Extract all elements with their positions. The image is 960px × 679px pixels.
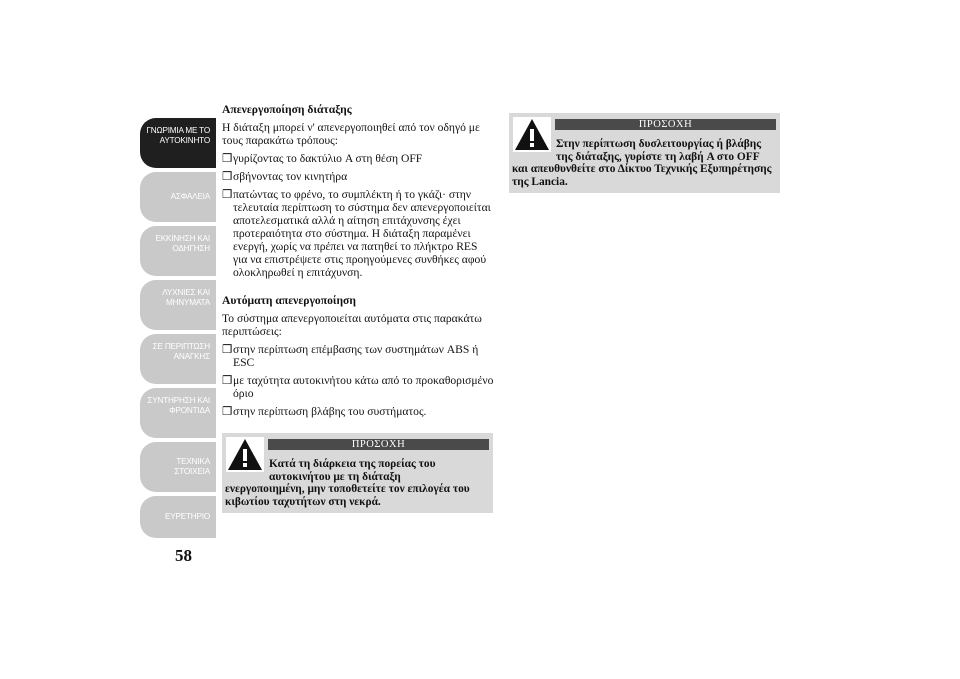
list-item-text: γυρίζοντας το δακτύλιο A στη θέση OFF: [233, 152, 423, 165]
tab-maintenance[interactable]: ΣΥΝΤΗΡΗΣΗ ΚΑΙ ΦΡΟΝΤΙΔΑ: [140, 388, 216, 438]
warning-line: Κατά τη διάρκεια της πορείας του: [269, 458, 436, 470]
list-item-text: πατώντας το φρένο, το συμπλέκτη ή το γκάζι· στην τελευταία περίπτωση το σύστημα δεν απενεργοποιείται αποτελεσματικά αλλά η αίτηση επιτάχυνσης έχει προτεραιότητα στο σύστημα. Η διάταξη παραμένει ενεργή, χωρίς να πρέπει να πατηθεί το πλήκτρο RES για να επιστρέψετε στις προηγούμενες συνθήκες αφού ολοκληρωθεί η επιτάχυνση.: [233, 188, 491, 279]
warning-title: ΠΡΟΣΟΧΗ: [268, 439, 489, 450]
main-column: [222, 103, 494, 423]
tab-safety[interactable]: [140, 172, 216, 222]
list-item-text: στην περίπτωση βλάβης του συστήματος.: [233, 405, 427, 418]
warning-title: ΠΡΟΣΟΧΗ: [555, 119, 776, 130]
tab-safety-label: ΑΣΦΑΛΕΙΑ: [170, 192, 210, 201]
warning-text: και απευθυνθείτε στο Δίκτυο Τεχνικής Εξυπηρέτησης της Lancia.: [512, 163, 772, 188]
warning-line: της διάταξης, γυρίστε τη λαβή A στο OFF: [556, 150, 760, 163]
tab-getting-to-know[interactable]: ΓΝΩΡΙΜΙΑ ΜΕ ΤΟ ΑΥΤΟΚΙΝΗΤΟ: [140, 118, 216, 168]
tab-index[interactable]: [140, 496, 216, 538]
tab-technical-data[interactable]: [140, 442, 216, 492]
warning-line: αυτοκινήτου με τη διάταξη: [269, 470, 401, 483]
warning-line: Στην περίπτωση δυσλειτουργίας ή βλάβης: [556, 138, 762, 150]
list-item: [222, 152, 494, 165]
list-item: [222, 374, 494, 400]
section-heading: Αυτόματη απενεργοποίηση: [222, 294, 356, 307]
list-item: [222, 405, 494, 418]
list-item-text: στην περίπτωση επέμβασης των συστημάτων ABS ή ESC: [233, 343, 479, 369]
warning-text: ενεργοποιημένη, μην τοποθετείτε τον επιλογέα του κιβωτίου ταχυτήτων στη νεκρά.: [225, 483, 470, 508]
checkbox-bullet-icon: ❒: [222, 343, 233, 356]
tab-emergency[interactable]: ΣΕ ΠΕΡΙΠΤΩΣΗ ΑΝΑΓΚΗΣ: [140, 334, 216, 384]
page-number: 58: [175, 546, 192, 565]
list-item: [222, 170, 494, 183]
list-item-text: με ταχύτητα αυτοκινήτου κάτω από το προκαθορισμένο όριο: [233, 374, 494, 400]
tab-index-label: ΕΥΡΕΤΗΡΙΟ: [164, 512, 210, 521]
warning-box: [509, 113, 780, 193]
list-item-text: σβήνοντας τον κινητήρα: [233, 170, 348, 183]
tab-technical-data-label: ΤΕΧΝΙΚΑ ΣΤΟΙΧΕΙΑ: [174, 457, 210, 476]
checkbox-bullet-icon: ❒: [222, 170, 233, 183]
section-intro: Το σύστημα απενεργοποιείται αυτόματα στις παρακάτω περιπτώσεις:: [222, 312, 482, 338]
checkbox-bullet-icon: ❒: [222, 405, 233, 418]
section-heading: Απενεργοποίηση διάταξης: [222, 103, 352, 116]
checkbox-bullet-icon: ❒: [222, 188, 233, 201]
checkbox-bullet-icon: ❒: [222, 374, 233, 387]
checkbox-bullet-icon: ❒: [222, 152, 233, 165]
tab-warning-lights[interactable]: ΛΥΧΝΙΕΣ ΚΑΙ ΜΗΝΥΜΑΤΑ: [140, 280, 216, 330]
list-item: [222, 188, 494, 279]
warning-box: [222, 433, 493, 513]
list-item: [222, 343, 494, 369]
tab-starting-driving[interactable]: ΕΚΚΙΝΗΣΗ ΚΑΙ ΟΔΗΓΗΣΗ: [140, 226, 216, 276]
section-intro: Η διάταξη μπορεί ν' απενεργοποιηθεί από τον οδηγό με τους παρακάτω τρόπους:: [222, 121, 480, 147]
